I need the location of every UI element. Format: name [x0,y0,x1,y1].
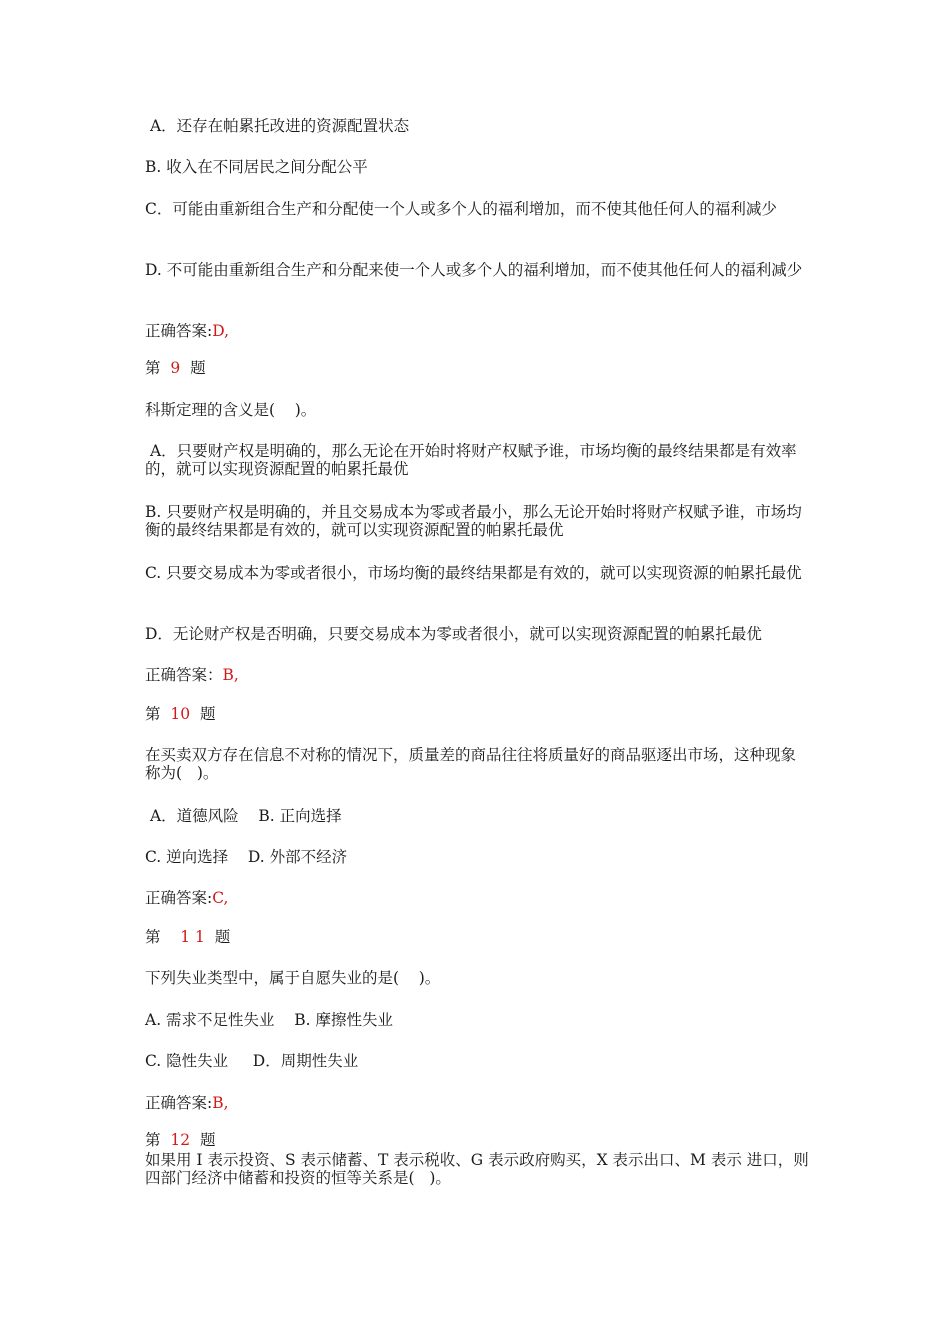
q9-stem: 科斯定理的含义是( )。 [145,401,317,419]
answer-label: 正确答案: [145,1094,213,1112]
q11-options-cd: C. 隐性失业 D．周期性失业 [145,1052,359,1070]
q10-heading [145,705,810,723]
q10-stem: 在买卖双方存在信息不对称的情况下，质量差的商品往往将质量好的商品驱逐出市场，这种现象称为( )。 [145,746,797,782]
question-suffix: 题 [190,359,206,377]
q8-option-d: D. 不可能由重新组合生产和分配来使一个人或多个人的福利增加，而不使其他任何人的福利减少 [145,261,803,279]
answer-label: 正确答案: [145,322,213,340]
q11-options-ab: A. 需求不足性失业 B. 摩擦性失业 [145,1011,394,1029]
q10-answer [145,889,810,907]
answer-label: 正确答案： [145,666,223,684]
q9-heading [145,359,810,377]
question-number: 9 [170,359,181,377]
q8-answer [145,322,810,340]
answer-label: 正确答案: [145,889,213,907]
q11-heading [145,928,810,946]
q12-heading [145,1131,810,1149]
answer-value: D, [212,322,230,340]
q9-option-c: C. 只要交易成本为零或者很小，市场均衡的最终结果都是有效的，就可以实现资源的帕累托最优 [145,564,802,582]
question-number: 12 [170,1131,191,1149]
q8-option-a: A．还存在帕累托改进的资源配置状态 [145,117,410,135]
q11-stem: 下列失业类型中，属于自愿失业的是( )。 [145,969,441,987]
q8-option-c: C．可能由重新组合生产和分配使一个人或多个人的福利增加，而不使其他任何人的福利减少 [145,200,777,218]
question-prefix: 第 [145,705,161,723]
q8-option-b: B. 收入在不同居民之间分配公平 [145,158,368,176]
question-prefix: 第 [145,928,161,946]
q11-answer [145,1094,810,1112]
q9-answer [145,666,810,684]
q9-option-d: D．无论财产权是否明确，只要交易成本为零或者很小，就可以实现资源配置的帕累托最优 [145,625,762,643]
q12-stem: 如果用 I 表示投资、S 表示储蓄、T 表示税收、G 表示政府购买，X 表示出口、M 表示 进口，则四部门经济中储蓄和投资的恒等关系是( )。 [145,1151,809,1187]
question-suffix: 题 [199,705,216,723]
q10-options-cd: C. 逆向选择 D. 外部不经济 [145,848,348,866]
answer-value: B, [222,666,239,684]
question-prefix: 第 [145,359,161,377]
question-number: 10 [170,705,191,723]
question-number: 1 1 [180,928,205,946]
question-prefix: 第 [145,1131,161,1149]
answer-value: C, [212,889,229,907]
question-suffix: 题 [199,1131,216,1149]
q10-options-ab: A．道德风险 B. 正向选择 [145,807,342,825]
q9-option-a: A．只要财产权是明确的，那么无论在开始时将财产权赋予谁，市场均衡的最终结果都是有效率的，就可以实现资源配置的帕累托最优 [145,442,797,478]
answer-value: B, [212,1094,229,1112]
question-suffix: 题 [214,928,231,946]
q9-option-b: B. 只要财产权是明确的，并且交易成本为零或者最小，那么无论开始时将财产权赋予谁，市场均衡的最终结果都是有效的，就可以实现资源配置的帕累托最优 [145,503,802,539]
